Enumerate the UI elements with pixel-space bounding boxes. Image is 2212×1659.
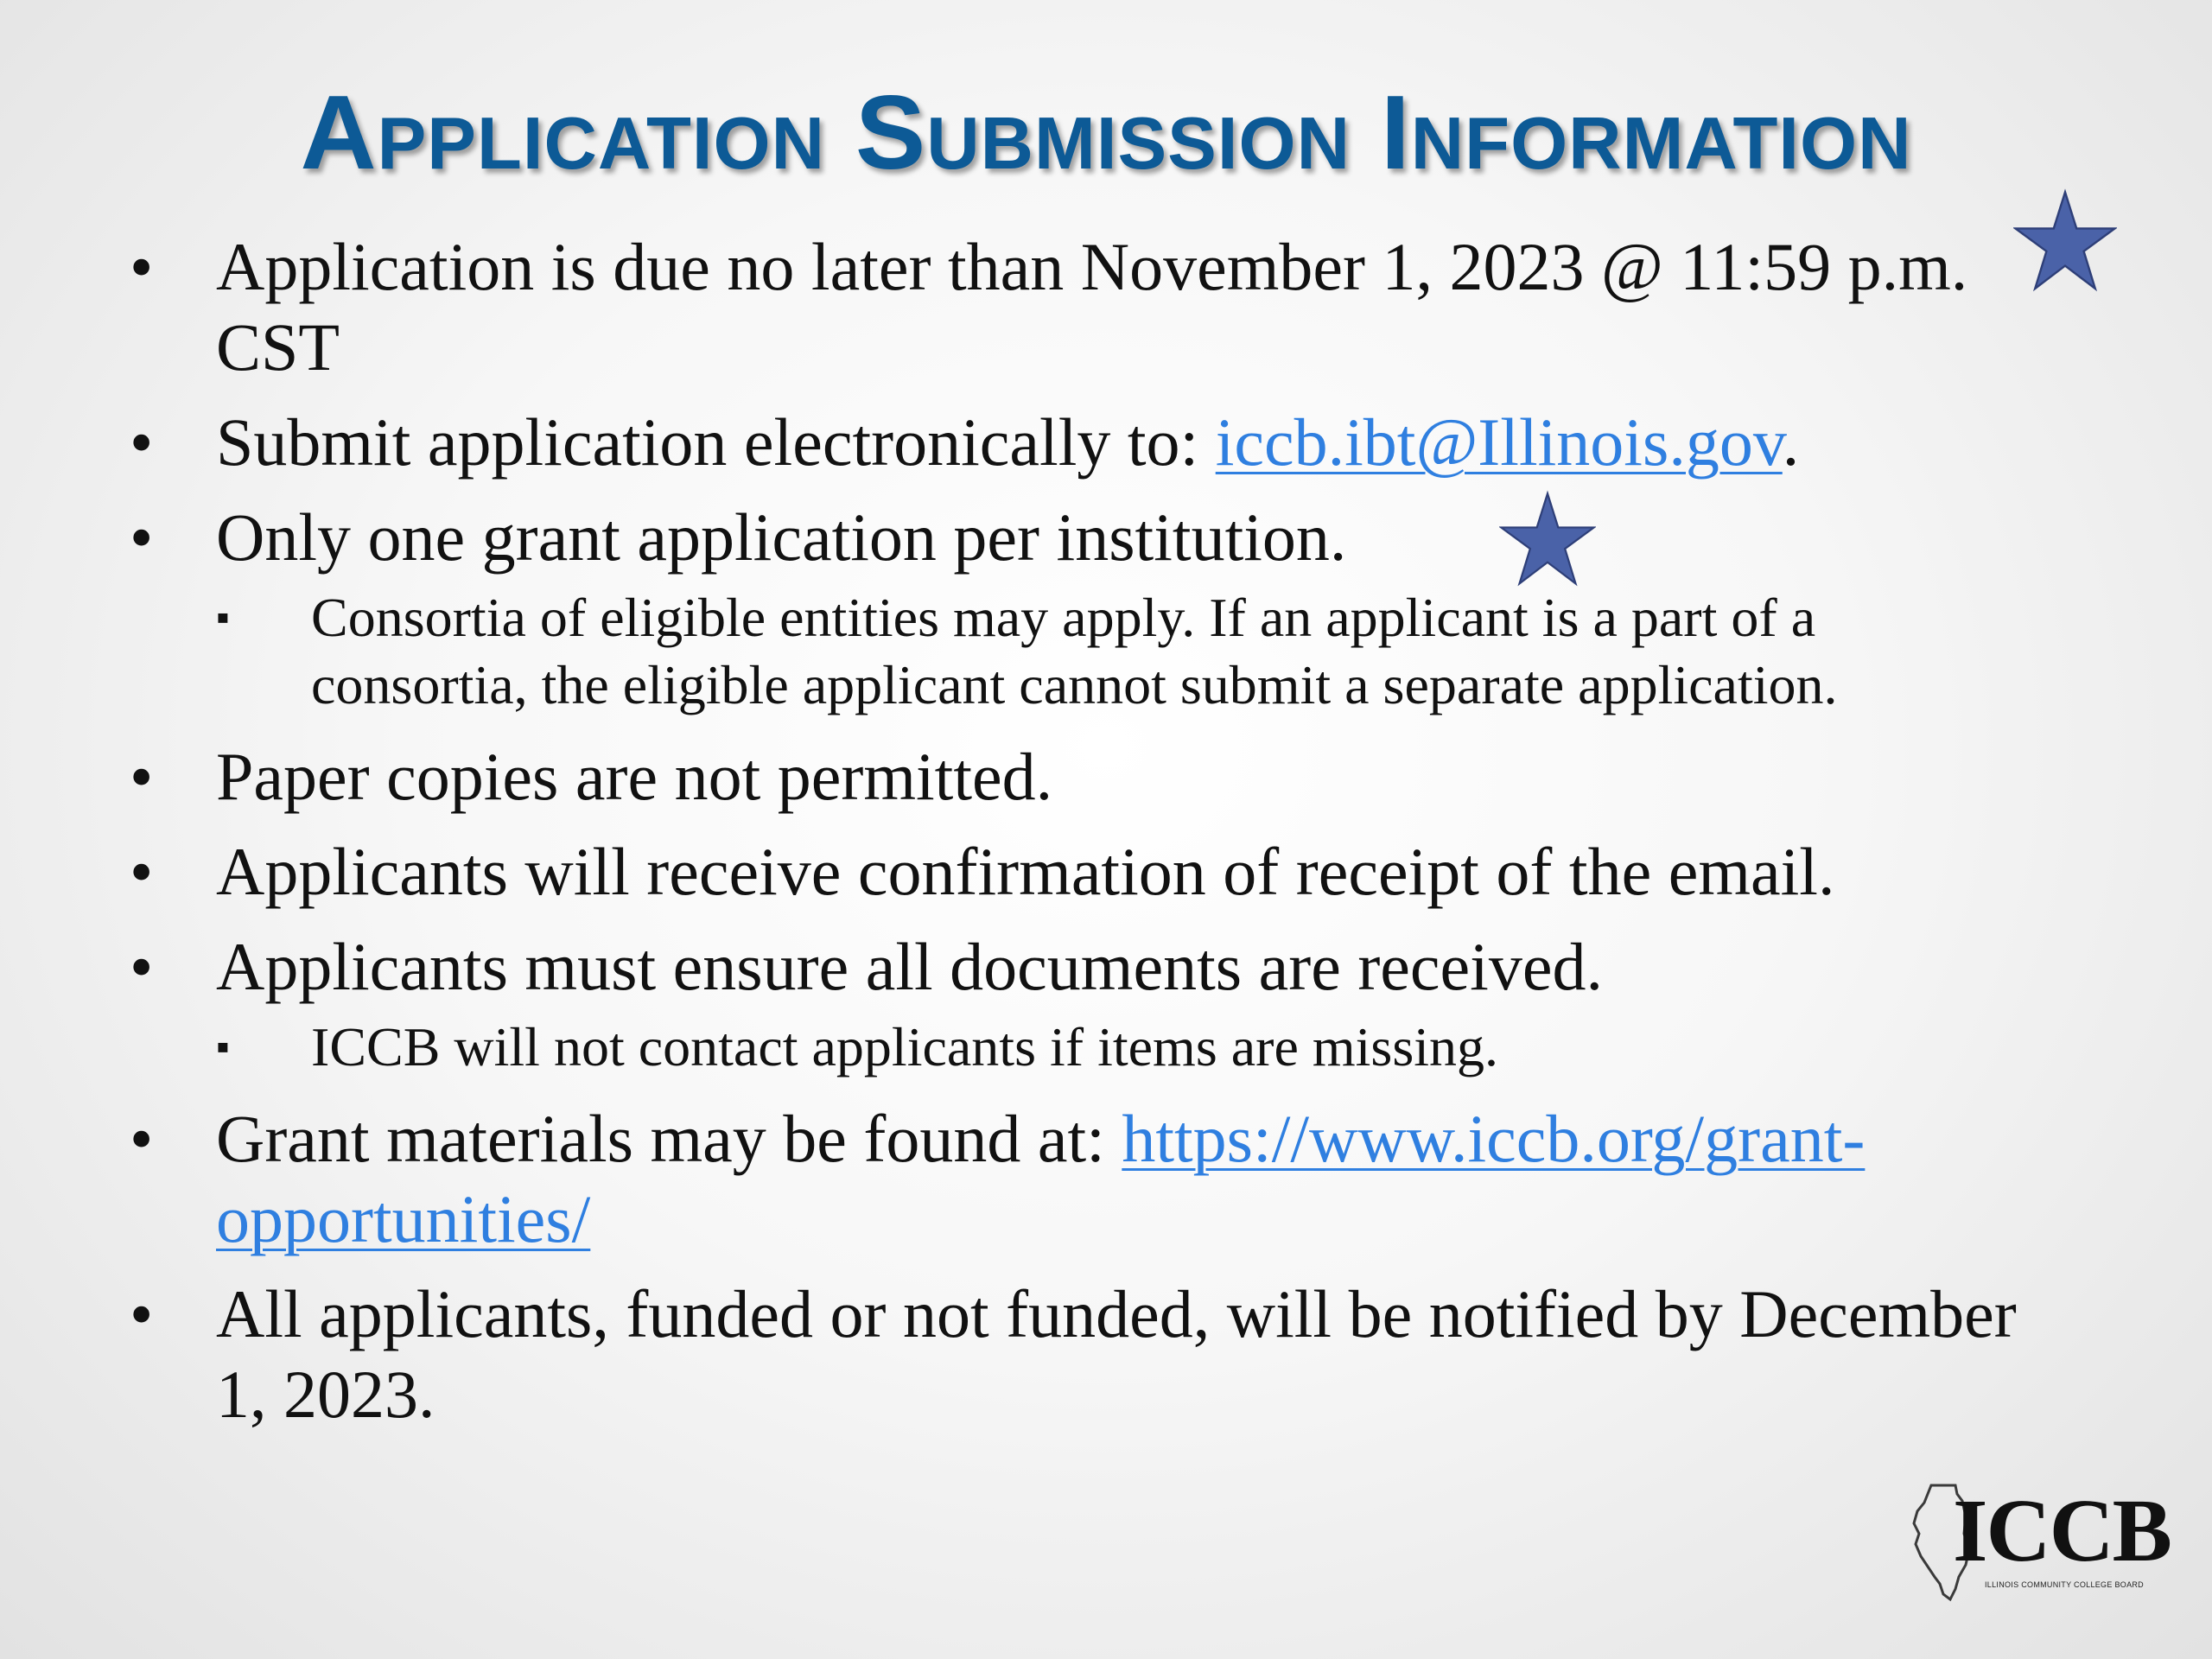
grant-materials-text: Grant materials may be found at: [216, 1101, 1122, 1176]
submit-text: Submit application electronically to: [216, 404, 1216, 480]
paper-copies-text: Paper copies are not permitted. [216, 739, 1053, 814]
sub-list-consortia [216, 584, 2022, 719]
bullet-notification [130, 1274, 2022, 1434]
grant-materials-link[interactable]: https://www.iccb.org/grant-opportunities/ [216, 1101, 1866, 1256]
submit-suffix: . [1782, 404, 1800, 480]
bullet-confirmation [130, 831, 2022, 912]
confirmation-text: Applicants will receive confirmation of receipt of the email. [216, 834, 1835, 909]
logo-text: ICCB [1953, 1481, 2171, 1580]
bullet-list [130, 226, 2022, 1449]
sub-list-missing [216, 1014, 2022, 1081]
logo-subtitle: ILLINOIS COMMUNITY COLLEGE BOARD [1985, 1580, 2144, 1589]
iccb-logo [1905, 1482, 2173, 1603]
bullet-grant-materials [130, 1098, 2022, 1259]
notification-text: All applicants, funded or not funded, will be notified by December 1, 2023. [216, 1276, 2017, 1432]
email-link[interactable]: iccb.ibt@Illinois.gov [1215, 404, 1783, 480]
bullet-documents [130, 926, 2022, 1081]
documents-text: Applicants must ensure all documents are received. [216, 929, 1603, 1004]
bullet-paper-copies [130, 736, 2022, 817]
star-icon [1499, 484, 1596, 596]
bullet-one-application [130, 497, 2022, 719]
due-date-text: Application is due no later than November 1, 2023 @ 11:59 p.m. CST [216, 229, 1968, 385]
slide-title: Application Submission Information [300, 73, 1912, 191]
bullet-submit [130, 402, 2022, 482]
star-icon [2013, 183, 2117, 301]
sub-bullet-missing: ▪ ICCB will not contact applicants if items are missing. [216, 1014, 2022, 1081]
sub-bullet-consortia: ▪ Consortia of eligible entities may apply. If an applicant is a part of a consortia, the eligible applicant cannot submit a separate application. [216, 584, 2022, 719]
bullet-due-date [130, 226, 2022, 387]
one-application-text: Only one grant application per institution. [216, 499, 1347, 575]
